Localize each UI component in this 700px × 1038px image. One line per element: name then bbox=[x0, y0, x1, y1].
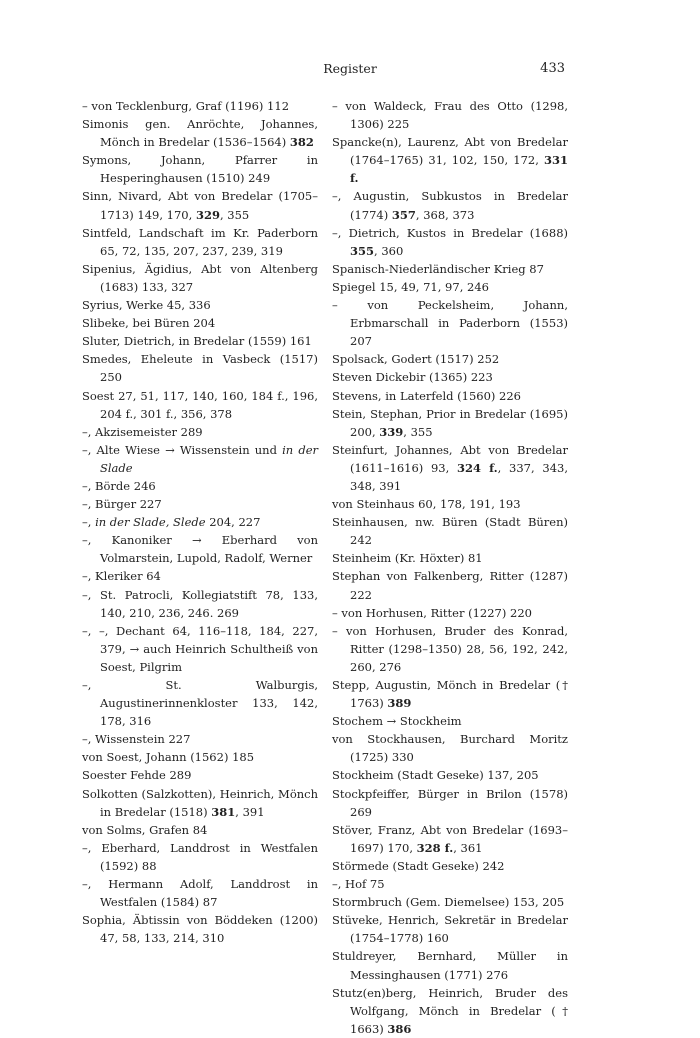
index-entry-text: Stüveke, Henrich, Sekretär in Bredelar (1754–1778) 160 bbox=[332, 913, 568, 946]
index-entry bbox=[82, 477, 318, 495]
index-entry bbox=[332, 567, 568, 603]
index-entry bbox=[332, 405, 568, 441]
index-entry-text: –, Kanoniker → Eberhard von Volmarstein, Lupold, Radolf, Werner bbox=[82, 533, 318, 566]
index-entry bbox=[82, 387, 318, 423]
index-entry-text: Spanisch-Niederländischer Krieg 87 bbox=[332, 261, 544, 276]
index-entry bbox=[82, 821, 318, 839]
index-entry-text: Smedes, Eheleute in Vasbeck (1517) 250 bbox=[82, 352, 318, 385]
index-entry-text: –, St. Patrocli, Kollegiatstift 78, 133, 140, 210, 236, 246. 269 bbox=[82, 587, 318, 620]
index-entry bbox=[332, 495, 568, 513]
index-entry-text: Stockpfeiffer, Bürger in Brilon (1578) 269 bbox=[332, 786, 568, 819]
index-entry bbox=[332, 984, 568, 1038]
index-entry bbox=[82, 332, 318, 350]
index-entry bbox=[332, 766, 568, 784]
index-entry bbox=[332, 604, 568, 622]
index-entry bbox=[82, 676, 318, 730]
index-entry-text: von Solms, Grafen 84 bbox=[82, 822, 208, 837]
index-entry bbox=[82, 766, 318, 784]
index-column-left bbox=[82, 97, 318, 947]
index-entry bbox=[82, 314, 318, 332]
index-entry bbox=[332, 387, 568, 405]
index-entry bbox=[82, 151, 318, 187]
index-entry bbox=[332, 350, 568, 368]
index-entry-text: Sophia, Äbtissin von Böddeken (1200) 47, 58, 133, 214, 310 bbox=[82, 913, 318, 946]
index-entry-text: Stöver, Franz, Abt von Bredelar (1693–1697) 170, bbox=[332, 822, 568, 855]
index-entry-text: Spolsack, Godert (1517) 252 bbox=[332, 352, 500, 367]
index-entry-bold-ref: 324 f. bbox=[457, 460, 498, 475]
running-header-title: Register bbox=[323, 61, 377, 76]
index-entry-text: Stein, Stephan, Prior in Bredelar (1695) 200, bbox=[332, 406, 568, 439]
index-entry-text: –, Kleriker 64 bbox=[82, 569, 161, 584]
index-entry bbox=[82, 531, 318, 567]
index-entry-text: –, Hof 75 bbox=[332, 877, 385, 892]
index-entry bbox=[82, 785, 318, 821]
index-entry-bold-ref: 389 bbox=[387, 696, 412, 711]
index-entry-text: –, –, Dechant 64, 116–118, 184, 227, 379, → auch Heinrich Schultheiß von Soest, Pilgrim bbox=[82, 623, 318, 674]
index-entry-text: Stochem → Stockheim bbox=[332, 714, 462, 729]
index-entry bbox=[82, 187, 318, 223]
index-entry bbox=[332, 785, 568, 821]
index-entry bbox=[82, 260, 318, 296]
index-entry bbox=[332, 513, 568, 549]
index-entry-text: Spancke(n), Laurenz, Abt von Bredelar (1764–1765) 31, 102, 150, 172, bbox=[332, 135, 568, 168]
index-entry bbox=[332, 133, 568, 187]
index-entry-text: –, Dietrich, Kustos in Bredelar (1688) bbox=[332, 225, 568, 240]
index-entry-text: –, Börde 246 bbox=[82, 478, 156, 493]
index-entry bbox=[82, 911, 318, 947]
index-entry-bold-ref: 381 bbox=[211, 804, 236, 819]
index-entry-text: Soest 27, 51, 117, 140, 160, 184 f., 196, 204 f., 301 f., 356, 378 bbox=[82, 388, 318, 421]
index-entry-text: – von Waldeck, Frau des Otto (1298, 1306) 225 bbox=[332, 99, 568, 132]
index-entry bbox=[82, 350, 318, 386]
index-entry-text: Störmede (Stadt Geseke) 242 bbox=[332, 858, 505, 873]
index-entry bbox=[332, 224, 568, 260]
index-entry bbox=[332, 549, 568, 567]
index-entry bbox=[332, 441, 568, 495]
index-entry-text: Stuldreyer, Bernhard, Müller in Messinghausen (1771) 276 bbox=[332, 949, 568, 982]
index-entry bbox=[82, 224, 318, 260]
index-entry-text: Stutz(en)berg, Heinrich, Bruder des Wolfgang, Mönch in Bredelar († 1663) bbox=[332, 985, 568, 1036]
index-entry-text: Stephan von Falkenberg, Ritter (1287) 222 bbox=[332, 569, 568, 602]
index-entry bbox=[332, 857, 568, 875]
index-entry bbox=[332, 260, 568, 278]
index-entry-text: , 391 bbox=[235, 804, 265, 819]
index-entry-text: –, St. Walburgis, Augustinerinnenkloster 133, 142, 178, 316 bbox=[82, 678, 318, 729]
index-entry bbox=[82, 730, 318, 748]
index-entry bbox=[82, 296, 318, 314]
index-entry-text: Spiegel 15, 49, 71, 97, 246 bbox=[332, 279, 489, 294]
index-entry bbox=[82, 495, 318, 513]
index-entry-text: 204, 227 bbox=[205, 515, 261, 530]
index-entry-italic-text: in der Slade bbox=[100, 442, 318, 475]
index-entry-text: , 355 bbox=[219, 207, 250, 222]
index-entry-text: von Steinhaus 60, 178, 191, 193 bbox=[332, 497, 521, 512]
index-entry-text: –, Wissenstein 227 bbox=[82, 732, 191, 747]
page-number: 433 bbox=[540, 61, 565, 76]
index-entry bbox=[82, 441, 318, 477]
index-entry-text: Stevens, in Laterfeld (1560) 226 bbox=[332, 388, 521, 403]
index-entry-text: –, Akzisemeister 289 bbox=[82, 424, 203, 439]
index-entry bbox=[82, 839, 318, 875]
index-entry-bold-ref: 328 f. bbox=[416, 840, 454, 855]
index-entry-text: Stockheim (Stadt Geseke) 137, 205 bbox=[332, 768, 539, 783]
index-entry bbox=[332, 730, 568, 766]
index-entry bbox=[332, 97, 568, 133]
index-entry bbox=[332, 187, 568, 223]
index-entry bbox=[332, 947, 568, 983]
index-entry-text: Steinfurt, Johannes, Abt von Bredelar (1611–1616) 93, bbox=[332, 442, 568, 475]
index-entry-text: Steinheim (Kr. Höxter) 81 bbox=[332, 551, 483, 566]
index-entry-text: Stepp, Augustin, Mönch in Bredelar († 1763) bbox=[332, 678, 568, 711]
index-entry-italic-text: in der Slade, Slede bbox=[95, 515, 206, 530]
index-entry-text: –, Bürger 227 bbox=[82, 497, 162, 512]
index-entry-text: – von Horhusen, Bruder des Konrad, Ritter (1298–1350) 28, 56, 192, 242, 260, 276 bbox=[332, 623, 568, 674]
index-entry bbox=[332, 712, 568, 730]
index-entry bbox=[332, 911, 568, 947]
index-entry bbox=[82, 586, 318, 622]
index-column-right bbox=[332, 97, 568, 1038]
index-entry bbox=[82, 567, 318, 585]
index-entry-bold-ref: 339 bbox=[379, 424, 404, 439]
index-entry-text: –, Eberhard, Landdrost in Westfalen (1592) 88 bbox=[82, 840, 318, 873]
index-entry-text: –, bbox=[82, 515, 96, 530]
index-entry-text: von Stockhausen, Burchard Moritz (1725) 330 bbox=[332, 732, 568, 765]
index-entry bbox=[82, 748, 318, 766]
index-entry-bold-ref: 357 bbox=[391, 207, 416, 222]
index-entry-text: Sinn, Nivard, Abt von Bredelar (1705–1713) 149, 170, bbox=[82, 189, 318, 222]
index-entry-text: Solkotten (Salzkotten), Heinrich, Mönch in Bredelar (1518) bbox=[82, 786, 318, 819]
index-entry bbox=[82, 875, 318, 911]
index-entry bbox=[332, 893, 568, 911]
index-entry-text: – von Tecklenburg, Graf (1196) 112 bbox=[82, 99, 290, 113]
index-entry-text: , 337, 343, 348, 391 bbox=[350, 460, 568, 493]
index-entry-text: Sintfeld, Landschaft im Kr. Paderborn 65, 72, 135, 207, 237, 239, 319 bbox=[82, 225, 318, 258]
index-entry-bold-ref: 329 bbox=[195, 207, 220, 222]
index-entry bbox=[82, 622, 318, 676]
index-entry-text: Slibeke, bei Büren 204 bbox=[82, 316, 216, 331]
index-entry bbox=[82, 513, 318, 531]
index-entry bbox=[332, 875, 568, 893]
index-entry-text: – von Horhusen, Ritter (1227) 220 bbox=[332, 605, 532, 620]
index-entry bbox=[82, 423, 318, 441]
index-entry bbox=[82, 97, 318, 115]
index-entry-text: , 360 bbox=[374, 243, 404, 258]
index-entry bbox=[332, 296, 568, 350]
index-entry-text: von Soest, Johann (1562) 185 bbox=[82, 750, 255, 765]
index-entry-text: – von Peckelsheim, Johann, Erbmarschall in Paderborn (1553) 207 bbox=[332, 298, 568, 349]
index-entry-text: Sluter, Dietrich, in Bredelar (1559) 161 bbox=[82, 334, 312, 349]
index-entry bbox=[332, 676, 568, 712]
index-entry-text: , 355 bbox=[403, 424, 433, 439]
index-entry-text: Stormbruch (Gem. Diemelsee) 153, 205 bbox=[332, 895, 565, 910]
index-entry-text: Symons, Johann, Pfarrer in Hesperinghausen (1510) 249 bbox=[82, 153, 318, 186]
index-entry-text: Sipenius, Ägidius, Abt von Altenberg (1683) 133, 327 bbox=[82, 261, 318, 294]
index-entry bbox=[332, 368, 568, 386]
index-entry-text: Steven Dickebir (1365) 223 bbox=[332, 370, 493, 385]
index-entry-text: –, Alte Wiese → Wissenstein und bbox=[82, 442, 283, 457]
index-entry-text: Syrius, Werke 45, 336 bbox=[82, 298, 211, 313]
index-entry-bold-ref: 331 f. bbox=[350, 153, 568, 186]
index-entry-text: Steinhausen, nw. Büren (Stadt Büren) 242 bbox=[332, 515, 568, 548]
index-entry bbox=[82, 115, 318, 151]
index-entry-text: Soester Fehde 289 bbox=[82, 768, 192, 783]
index-entry-text: –, Augustin, Subkustos in Bredelar (1774) bbox=[332, 189, 568, 222]
index-entry-text: Simonis gen. Anröchte, Johannes, Mönch in Bredelar (1536–1564) bbox=[82, 117, 318, 150]
index-entry-bold-ref: 355 bbox=[350, 243, 375, 258]
index-entry-text: –, Hermann Adolf, Landdrost in Westfalen (1584) 87 bbox=[82, 877, 318, 910]
index-entry-bold-ref: 382 bbox=[289, 135, 314, 150]
index-entry bbox=[332, 278, 568, 296]
index-entry bbox=[332, 622, 568, 676]
index-entry-bold-ref: 386 bbox=[387, 1021, 412, 1036]
index-entry-text: , 368, 373 bbox=[415, 207, 475, 222]
index-entry bbox=[332, 821, 568, 857]
index-entry-text: , 361 bbox=[453, 840, 483, 855]
